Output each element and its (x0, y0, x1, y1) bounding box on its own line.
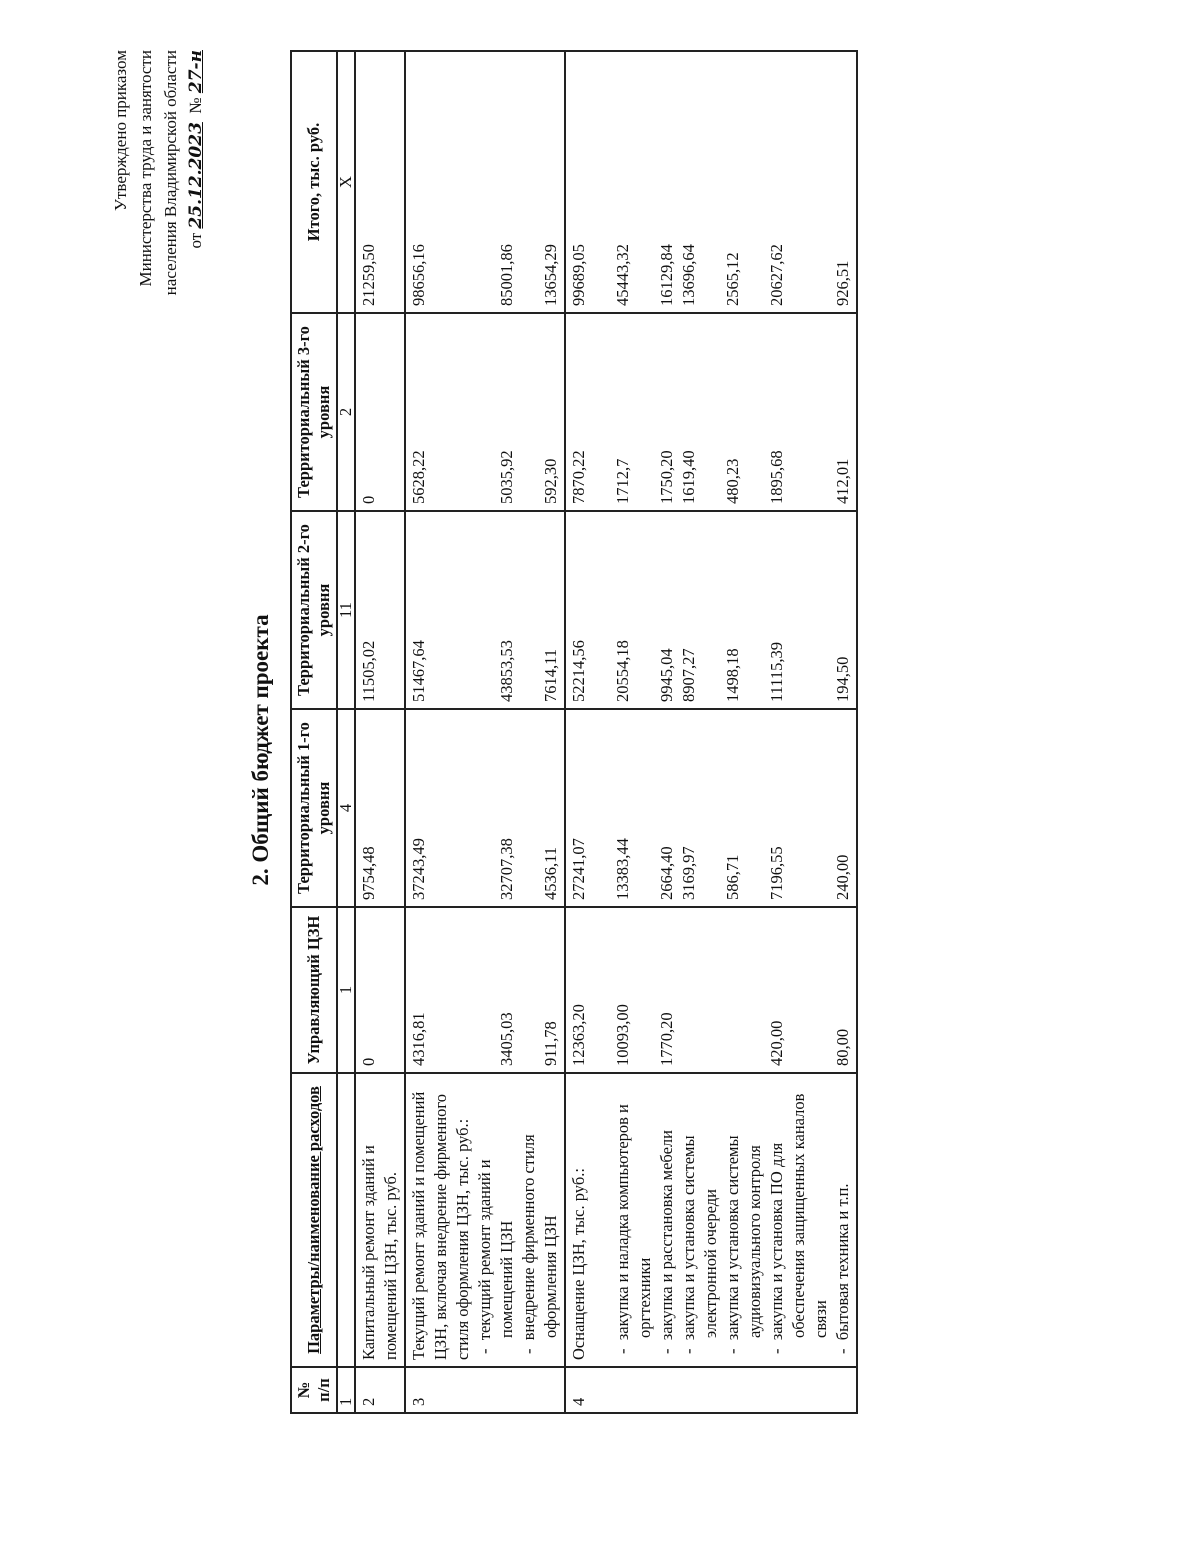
approval-stamp (108, 50, 209, 350)
row4-c3: 52214,56 20554,18 9945,04 8907,27 1498,18 11115,39 194,50 (565, 511, 857, 709)
row1-c4: 2 (337, 313, 355, 511)
row2-total: 21259,50 (355, 51, 405, 313)
header-c4: Территориальный 3-го уровня (291, 313, 337, 511)
header-total: Итого, тыс. руб. (291, 51, 337, 313)
row2-num: 2 (355, 1367, 405, 1413)
row4-sub5-label: - закупка и установка ПО для обеспечения защищенных каналов связи (767, 1093, 830, 1354)
row2-c4: 0 (355, 313, 405, 511)
table-row (405, 51, 565, 1413)
approval-line-1: Утверждено приказом (111, 50, 130, 212)
row3-total: 98656,16 85001,86 13654,29 (405, 51, 565, 313)
row1-c3: 11 (337, 511, 355, 709)
row3-c1: 4316,81 3405,03 911,78 (405, 907, 565, 1073)
row3-sub2-label: - внедрение фирменного стиля оформления ЦЗН (519, 1134, 560, 1354)
header-c2: Территориальный 1-го уровня (291, 709, 337, 907)
row1-total: Х (337, 51, 355, 313)
row4-c2: 27241,07 13383,44 2664,40 3169,97 586,71 7196,55 240,00 (565, 709, 857, 907)
row4-num: 4 (565, 1367, 857, 1413)
approval-date-line (183, 50, 209, 350)
table-row (565, 51, 857, 1413)
header-row (291, 51, 337, 1413)
row2-c1: 0 (355, 907, 405, 1073)
row3-param: Текущий ремонт зданий и помещений ЦЗН, включая внедрение фирменного стиля оформления ЦЗН, тыс. руб.: - текущий ремонт зданий и помещений ЦЗН - внедрение фирменного стиля оформления ЦЗН (405, 1073, 565, 1367)
approval-line-3: населения Владимирской области (161, 50, 180, 296)
row4-total: 99689,05 45443,32 16129,84 13696,64 2565,12 20627,62 926,51 (565, 51, 857, 313)
row1-param (337, 1073, 355, 1367)
row4-c1: 12363,20 10093,00 1770,20 420,00 80,00 (565, 907, 857, 1073)
row2-param: Капитальный ремонт зданий и помещений ЦЗН, тыс. руб. (355, 1073, 405, 1367)
row3-c4: 5628,22 5035,92 592,30 (405, 313, 565, 511)
approval-date: 25.12.2023 (186, 122, 206, 229)
approval-line-2: Министерства труда и занятости (136, 50, 155, 287)
table-row (355, 51, 405, 1413)
table-row (337, 51, 355, 1413)
section-title: 2. Общий бюджет проекта (248, 614, 273, 886)
header-c3: Территориальный 2-го уровня (291, 511, 337, 709)
number-prefix: № (186, 97, 205, 114)
row3-num: 3 (405, 1367, 565, 1413)
row2-c3: 11505,02 (355, 511, 405, 709)
row1-num: 1 (337, 1367, 355, 1413)
header-param: Параметры/наименование расходов (291, 1073, 337, 1367)
row3-c3: 51467,64 43853,53 7614,11 (405, 511, 565, 709)
row1-c1: 1 (337, 907, 355, 1073)
row4-sub2-label: - закупка и расстановка мебели (657, 1130, 676, 1354)
row2-c2: 9754,48 (355, 709, 405, 907)
date-prefix: от (186, 232, 205, 249)
header-c1: Управляющий ЦЗН (291, 907, 337, 1073)
row4-sub6-label: - бытовая техника и т.п. (833, 1183, 852, 1354)
header-num: № п/п (291, 1367, 337, 1413)
row1-c2: 4 (337, 709, 355, 907)
approval-number: 27-н (186, 50, 206, 94)
row4-param: Оснащение ЦЗН, тыс. руб.: - закупка и наладка компьютеров и оргтехники - закупка и расстановка мебели - закупка и установка системы электронной очереди - закупка и установка системы аудиовизуального контроля - закупка и установка ПО для обеспечения защищенных каналов связи - бытовая техника и т.п. (565, 1073, 857, 1367)
budget-table (290, 50, 858, 1414)
row4-c4: 7870,22 1712,7 1750,20 1619,40 480,23 1895,68 412,01 (565, 313, 857, 511)
row4-sub4-label: - закупка и установка системы аудиовизуального контроля (723, 1135, 764, 1354)
row4-sub1-label: - закупка и наладка компьютеров и оргтехники (613, 1104, 654, 1354)
row3-c2: 37243,49 32707,38 4536,11 (405, 709, 565, 907)
row4-sub3-label: - закупка и установка системы электронной очереди (679, 1135, 720, 1354)
row3-sub1-label: - текущий ремонт зданий и помещений ЦЗН (475, 1159, 516, 1354)
